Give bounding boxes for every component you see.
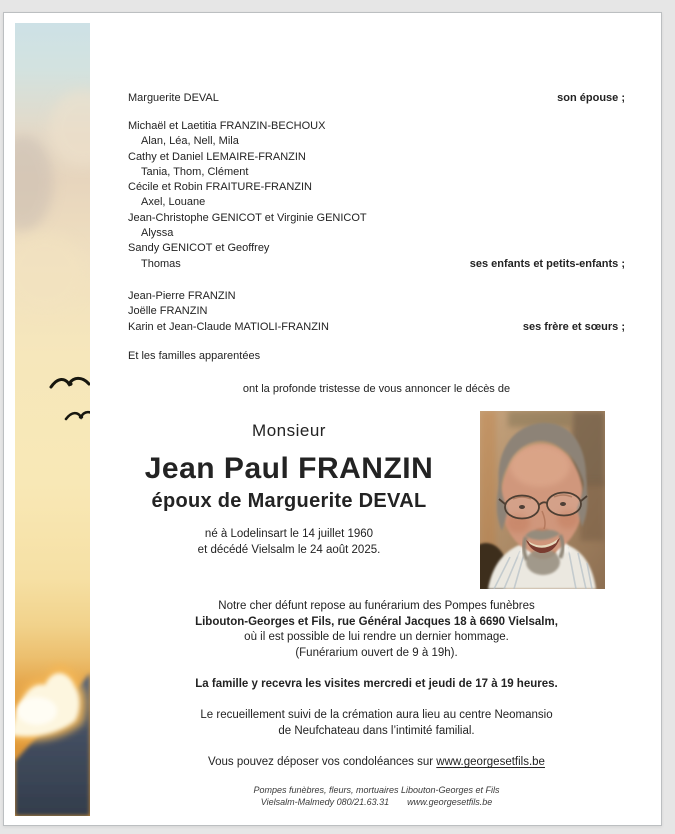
condolences-link[interactable]: www.georgesetfils.be (436, 756, 545, 768)
condolences-line (128, 755, 625, 771)
footer-website[interactable]: www.georgesetfils.be (407, 796, 493, 807)
viewing-line2: Libouton-Georges et Fils, rue Général Jacques 18 à 6690 Vielsalm, (195, 615, 558, 628)
list-item: Alan, Léa, Nell, Mila (141, 135, 239, 148)
list-item: Sandy GENICOT et Geoffrey (128, 242, 270, 255)
families-line: Et les familles apparentées (128, 350, 261, 362)
deceased-block (128, 421, 450, 558)
viewing-paragraph (128, 599, 625, 661)
funeral-home-footer (128, 785, 625, 808)
viewing-line3: où il est possible de lui rendre un dernier hommage. (244, 631, 509, 644)
footer-line1: Pompes funèbres, fleurs, mortuaires Libouton-Georges et Fils (253, 785, 500, 795)
footer-contact: Vielsalm-Malmedy 080/21.63.31 (260, 796, 390, 807)
deceased-spouse-line: époux de Marguerite DEVAL (151, 490, 427, 512)
ceremony-line2: de Neufchateau dans l’intimité familial. (278, 724, 475, 737)
list-item: Tania, Thom, Clément (141, 165, 249, 178)
list-item: Michaël et Laetitia FRANZIN-BECHOUX (128, 120, 326, 132)
sunset-sky-graphic (15, 23, 90, 816)
deceased-name: Jean Paul FRANZIN (144, 452, 434, 485)
viewing-line1: Notre cher défunt repose au funérarium des Pompes funèbres (218, 600, 535, 612)
ceremony-paragraph (128, 708, 625, 739)
children-list (128, 119, 625, 272)
sidebar-sky-image (15, 23, 90, 816)
list-item: Thomas (141, 257, 181, 270)
spouse-relation: son épouse ; (557, 92, 625, 104)
portrait-graphic (480, 411, 605, 589)
children-relation: ses enfants et petits-enfants ; (469, 257, 625, 270)
spouse-row (128, 91, 625, 106)
ceremony-line1: Le recueillement suivi de la crémation aura lieu au centre Neomansio (200, 709, 553, 721)
visits-line: La famille y recevra les visites mercredi et jeudi de 17 à 19 heures. (195, 678, 558, 690)
birth-death-lines (128, 526, 450, 558)
viewing-line4: (Funérarium ouvert de 9 à 19h). (295, 646, 458, 659)
list-item: Alyssa (141, 227, 174, 240)
death-line: et décédé Vielsalm le 24 août 2025. (197, 544, 381, 556)
deceased-title: Monsieur (252, 421, 326, 440)
list-item: Cathy et Daniel LEMAIRE-FRANZIN (128, 150, 306, 163)
birth-line: né à Lodelinsart le 14 juillet 1960 (204, 528, 374, 540)
list-item: Jean-Christophe GENICOT et Virginie GENICOT (128, 211, 367, 224)
announcement-line: ont la profonde tristesse de vous annoncer le décès de (242, 383, 511, 395)
list-item: Cécile et Robin FRAITURE-FRANZIN (128, 181, 312, 194)
deceased-portrait-photo (480, 411, 605, 589)
spouse-name: Marguerite DEVAL (128, 92, 219, 104)
siblings-relation: ses frère et sœurs ; (522, 320, 625, 333)
list-item: Axel, Louane (141, 196, 206, 209)
siblings-list (128, 289, 625, 335)
list-item: Joëlle FRANZIN (128, 305, 208, 318)
list-item: Jean-Pierre FRANZIN (128, 290, 236, 302)
announcement-card (3, 12, 662, 826)
condolences-text: Vous pouvez déposer vos condoléances sur (208, 756, 437, 768)
list-item: Karin et Jean-Claude MATIOLI-FRANZIN (128, 320, 329, 333)
